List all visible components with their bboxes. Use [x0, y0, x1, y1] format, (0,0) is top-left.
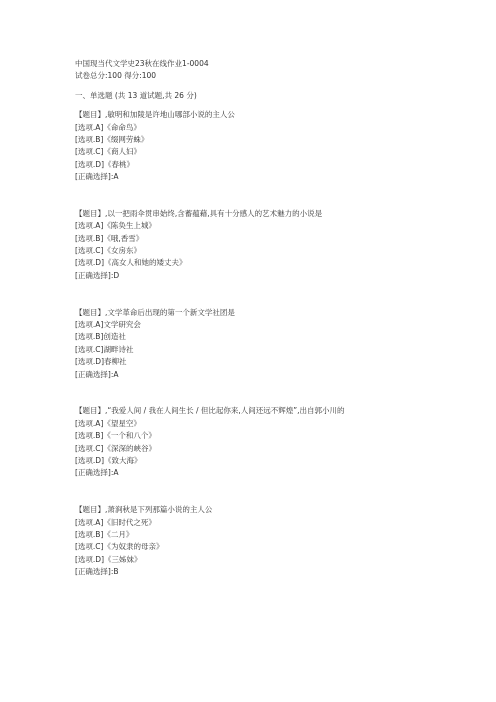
correct-answer: [正确选择]:A: [75, 369, 119, 379]
option-d: [选项.D]《春桃》: [75, 159, 135, 169]
spacer: [75, 381, 475, 405]
option-c: [选项.C]《女房东》: [75, 246, 141, 256]
question-stem: 【题目】,萧涧秋是下列那篇小说的主人公: [75, 505, 213, 515]
question-1: [75, 109, 475, 183]
option-a: [选项.A]《陈奂生上城》: [75, 221, 156, 231]
option-d: [选项.D]《高女人和她的矮丈夫》: [75, 258, 187, 268]
question-4: [75, 405, 475, 479]
option-b: [选项.B]《哦,香雪》: [75, 233, 144, 243]
correct-answer: [正确选择]:B: [75, 567, 119, 577]
question-2: [75, 208, 475, 282]
section-heading: 一、单选题 (共 13 道试题,共 26 分): [75, 90, 197, 100]
option-c: [选项.C]《深深的峡谷》: [75, 443, 156, 453]
option-a: [选项.A]《命命鸟》: [75, 122, 141, 132]
exam-title: 中国现当代文学史23秋在线作业1-0004: [75, 59, 209, 68]
question-stem: 【题目】,敏明和加陵是许地山哪部小说的主人公: [75, 110, 235, 120]
option-a: [选项.A]文学研究会: [75, 320, 141, 330]
question-stem: 【题目】,文学革命后出现的第一个新文学社团是: [75, 307, 235, 317]
question-5: [75, 504, 475, 578]
spacer: [75, 83, 475, 90]
option-c: [选项.C]《为奴隶的母亲》: [75, 542, 164, 552]
correct-answer: [正确选择]:D: [75, 270, 120, 280]
spacer: [75, 184, 475, 208]
option-d: [选项.D]《三姊妹》: [75, 554, 142, 564]
option-d: [选项.D]春柳社: [75, 357, 127, 367]
option-c: [选项.C]《商人妇》: [75, 147, 141, 157]
option-d: [选项.D]《致大海》: [75, 455, 142, 465]
option-a: [选项.A]《望星空》: [75, 418, 141, 428]
spacer: [75, 480, 475, 504]
spacer: [75, 282, 475, 306]
correct-answer: [正确选择]:A: [75, 468, 119, 478]
option-a: [选项.A]《旧时代之死》: [75, 517, 156, 527]
question-stem: 【题目】,以一把雨伞贯串始终,含蓄蕴藉,具有十分感人的艺术魅力的小说是: [75, 208, 323, 218]
score-line: 试卷总分:100 得分:100: [75, 71, 157, 81]
exam-document: [75, 58, 475, 578]
question-stem: 【题目】,“我爱人间 / 我在人间生长 / 但比起你来,人间还远不辉煌”,出自郭小川的: [75, 406, 345, 416]
option-b: [选项.B]《一个和八个》: [75, 431, 156, 441]
question-3: [75, 307, 475, 381]
correct-answer: [正确选择]:A: [75, 172, 119, 182]
option-b: [选项.B]创造社: [75, 332, 126, 342]
spacer: [75, 102, 475, 109]
option-b: [选项.B]《二月》: [75, 529, 134, 539]
option-c: [选项.C]湖畔诗社: [75, 344, 134, 354]
option-b: [选项.B]《缀网劳蛛》: [75, 134, 149, 144]
